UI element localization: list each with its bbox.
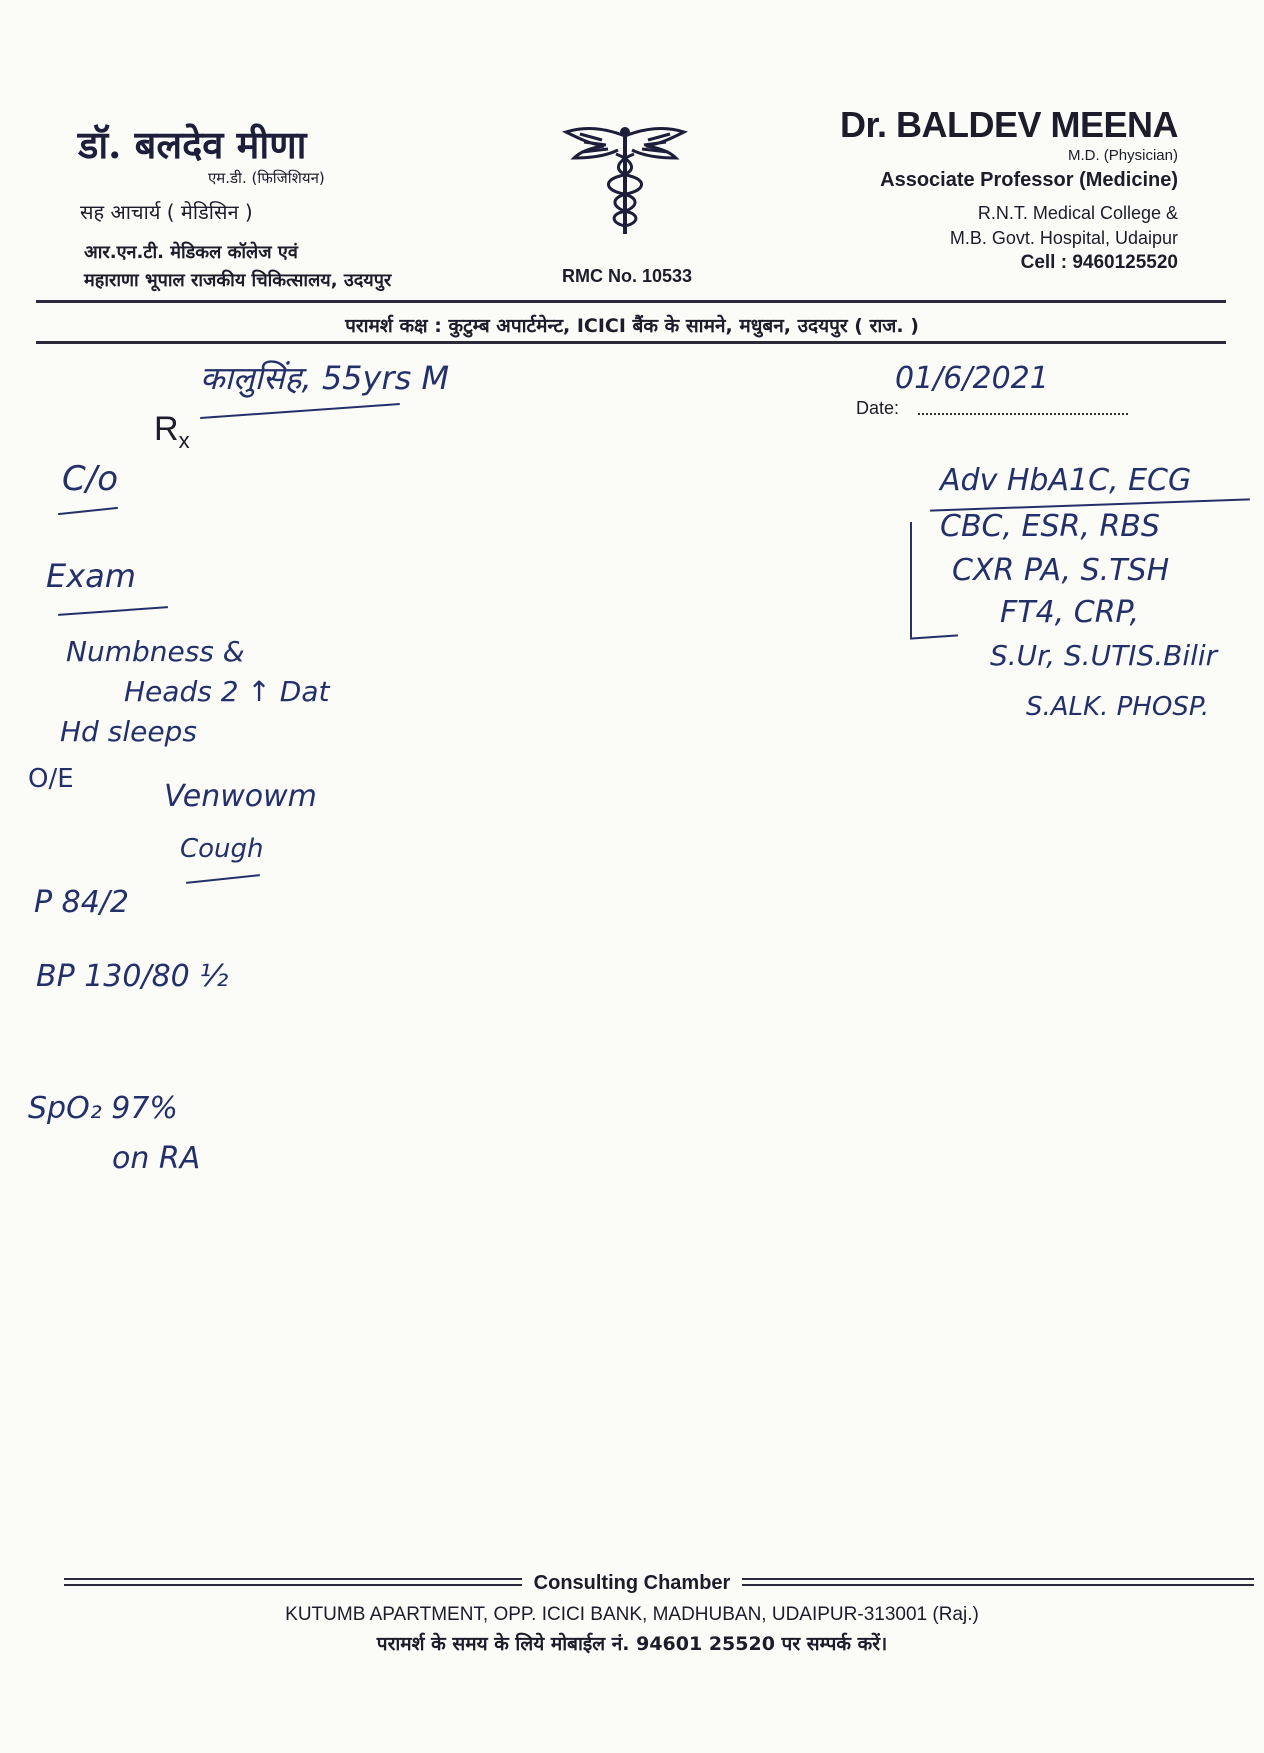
institution-line2-english: M.B. Govt. Hospital, Udaipur [949,228,1178,248]
advice-line-2: CBC, ESR, RBS [940,509,1160,544]
rx-symbol: $R_x$ [154,410,190,453]
cough-underline [186,874,260,884]
exam-underline [58,606,168,616]
date-value: 01/6/2021 [895,361,1049,396]
complaint-underline [58,507,118,515]
doctor-name-hindi: डॉ. बलदेव मीणा [78,122,307,167]
patient-underline [200,403,400,419]
note-venwowm: Venwowm [164,779,317,814]
footer-contact-hindi: परामर्श के समय के लिये मोबाईल नं. 94601 25520 पर सम्पर्क करें। [376,1633,888,1655]
advice-line-1: Adv HbA1C, ECG [940,463,1192,498]
advice-line-5: S.Ur, S.UTIS.Bilir [990,639,1218,672]
spo2-note: SpO₂ 97% [28,1091,178,1126]
doctor-designation-hindi: सह आचार्य ( मेडिसिन ) [80,200,253,224]
advice-line-3: CXR PA, S.TSH [952,553,1170,588]
note-heads: Heads 2 ↑ Dat [124,675,330,708]
doctor-name-english: Dr. BALDEV MEENA [839,104,1178,145]
on-examination-heading: O/E [28,764,74,794]
advice-bracket-vertical [910,522,912,638]
doctor-degree-hindi: एम.डी. (फिजिशियन) [208,169,325,187]
header-divider-bottom [36,341,1226,344]
doctor-designation-english: Associate Professor (Medicine) [880,169,1178,191]
footer-title: Consulting Chamber [0,1572,1264,1595]
exam-note: Exam [46,557,136,595]
note-sleeps: Hd sleeps [60,715,197,748]
advice-line-6: S.ALK. PHOSP. [1026,692,1210,722]
rmc-number: RMC No. 10533 [562,266,693,286]
bp-note: BP 130/80 ½ [36,959,229,994]
date-dotted-line [918,413,1128,415]
advice-line-4: FT4, CRP, [1000,595,1140,630]
consulting-address-hindi: परामर्श कक्ष : कुटुम्ब अपार्टमेन्ट, ICICI बैंक के सामने, मधुबन, उदयपुर ( राज. ) [345,315,919,337]
note-numbness: Numbness & [66,635,245,668]
advice-bracket-foot [910,634,958,639]
note-cough: Cough [180,834,264,864]
doctor-cell-number: Cell : 9460125520 [1020,252,1178,273]
caduceus-icon [560,118,690,248]
institution-line1-english: R.N.T. Medical College & [977,203,1178,223]
pulse-note: P 84/2 [34,885,129,920]
institution-line1-hindi: आर.एन.टी. मेडिकल कॉलेज एवं [84,242,298,263]
complaint-heading: C/o [62,459,118,499]
patient-name-age: कालुसिंह, 55yrs M [200,359,450,397]
room-air-note: on RA [112,1141,201,1176]
institution-line2-hindi: महाराणा भूपाल राजकीय चिकित्सालय, उदयपुर [84,270,392,291]
header-divider-top [36,300,1226,303]
date-label: Date: [856,398,900,418]
doctor-degree-english: M.D. (Physician) [1067,147,1178,164]
footer-address: KUTUMB APARTMENT, OPP. ICICI BANK, MADHUBAN, UDAIPUR-313001 (Raj.) [285,1604,979,1625]
